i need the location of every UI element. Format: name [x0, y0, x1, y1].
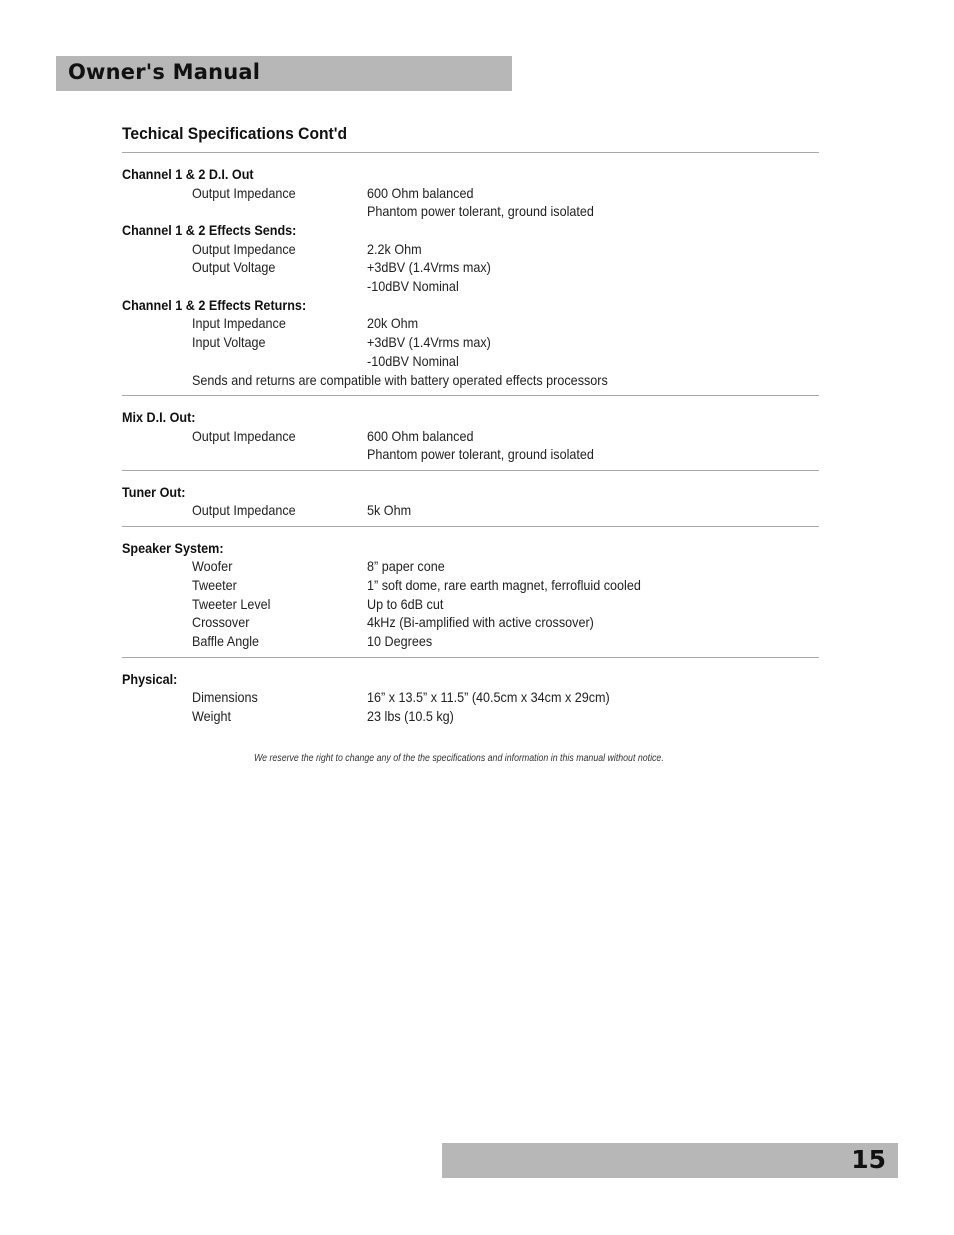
spec-label: Input Voltage — [192, 334, 266, 350]
spec-value: -10dBV Nominal — [367, 278, 459, 294]
spec-label: Input Impedance — [192, 315, 286, 331]
section-title: Techical Specifications Cont'd — [122, 124, 348, 143]
manual-title: Owner's Manual — [68, 60, 261, 84]
spec-value: -10dBV Nominal — [367, 353, 459, 369]
spec-value: +3dBV (1.4Vrms max) — [367, 334, 491, 350]
spec-value: 5k Ohm — [367, 502, 412, 518]
spec-label: Crossover — [192, 614, 250, 630]
group-heading-mix-di: Mix D.I. Out: — [122, 409, 196, 425]
spec-label: Weight — [192, 708, 231, 724]
divider — [122, 657, 819, 658]
spec-label: Dimensions — [192, 689, 258, 705]
footer-bar — [442, 1143, 898, 1178]
spec-label: Woofer — [192, 558, 233, 574]
spec-label: Baffle Angle — [192, 633, 260, 649]
group-heading-ch12-di: Channel 1 & 2 D.I. Out — [122, 166, 254, 182]
spec-value: 2.2k Ohm — [367, 241, 422, 257]
page-number: 15 — [851, 1145, 886, 1174]
divider — [122, 526, 819, 527]
spec-value: 8” paper cone — [367, 558, 445, 574]
group-heading-tuner-out: Tuner Out: — [122, 484, 186, 500]
spec-note: Sends and returns are compatible with battery operated effects processors — [192, 372, 608, 388]
divider — [122, 395, 819, 396]
spec-label: Output Impedance — [192, 428, 296, 444]
spec-label: Output Impedance — [192, 502, 296, 518]
group-heading-speaker: Speaker System: — [122, 540, 224, 556]
spec-value: 1” soft dome, rare earth magnet, ferrofluid cooled — [367, 577, 641, 593]
spec-value: 600 Ohm balanced — [367, 428, 474, 444]
spec-value: +3dBV (1.4Vrms max) — [367, 259, 491, 275]
spec-label: Output Impedance — [192, 185, 296, 201]
disclaimer: We reserve the right to change any of the the specifications and information in this manual without notice. — [254, 753, 664, 764]
spec-value: 4kHz (Bi-amplified with active crossover) — [367, 614, 594, 630]
spec-label: Tweeter — [192, 577, 237, 593]
header-bar — [56, 56, 512, 91]
spec-label: Tweeter Level — [192, 596, 271, 612]
spec-value: 10 Degrees — [367, 633, 433, 649]
spec-label: Output Voltage — [192, 259, 276, 275]
spec-value: 23 lbs (10.5 kg) — [367, 708, 454, 724]
group-heading-ch12-sends: Channel 1 & 2 Effects Sends: — [122, 222, 297, 238]
spec-value: Up to 6dB cut — [367, 596, 444, 612]
spec-label: Output Impedance — [192, 241, 296, 257]
spec-value: 16” x 13.5” x 11.5” (40.5cm x 34cm x 29cm) — [367, 689, 610, 705]
group-heading-physical: Physical: — [122, 671, 178, 687]
spec-value: Phantom power tolerant, ground isolated — [367, 203, 594, 219]
divider — [122, 470, 819, 471]
group-heading-ch12-returns: Channel 1 & 2 Effects Returns: — [122, 297, 307, 313]
divider — [122, 152, 819, 153]
spec-value: 600 Ohm balanced — [367, 185, 474, 201]
spec-value: 20k Ohm — [367, 315, 419, 331]
spec-value: Phantom power tolerant, ground isolated — [367, 446, 594, 462]
